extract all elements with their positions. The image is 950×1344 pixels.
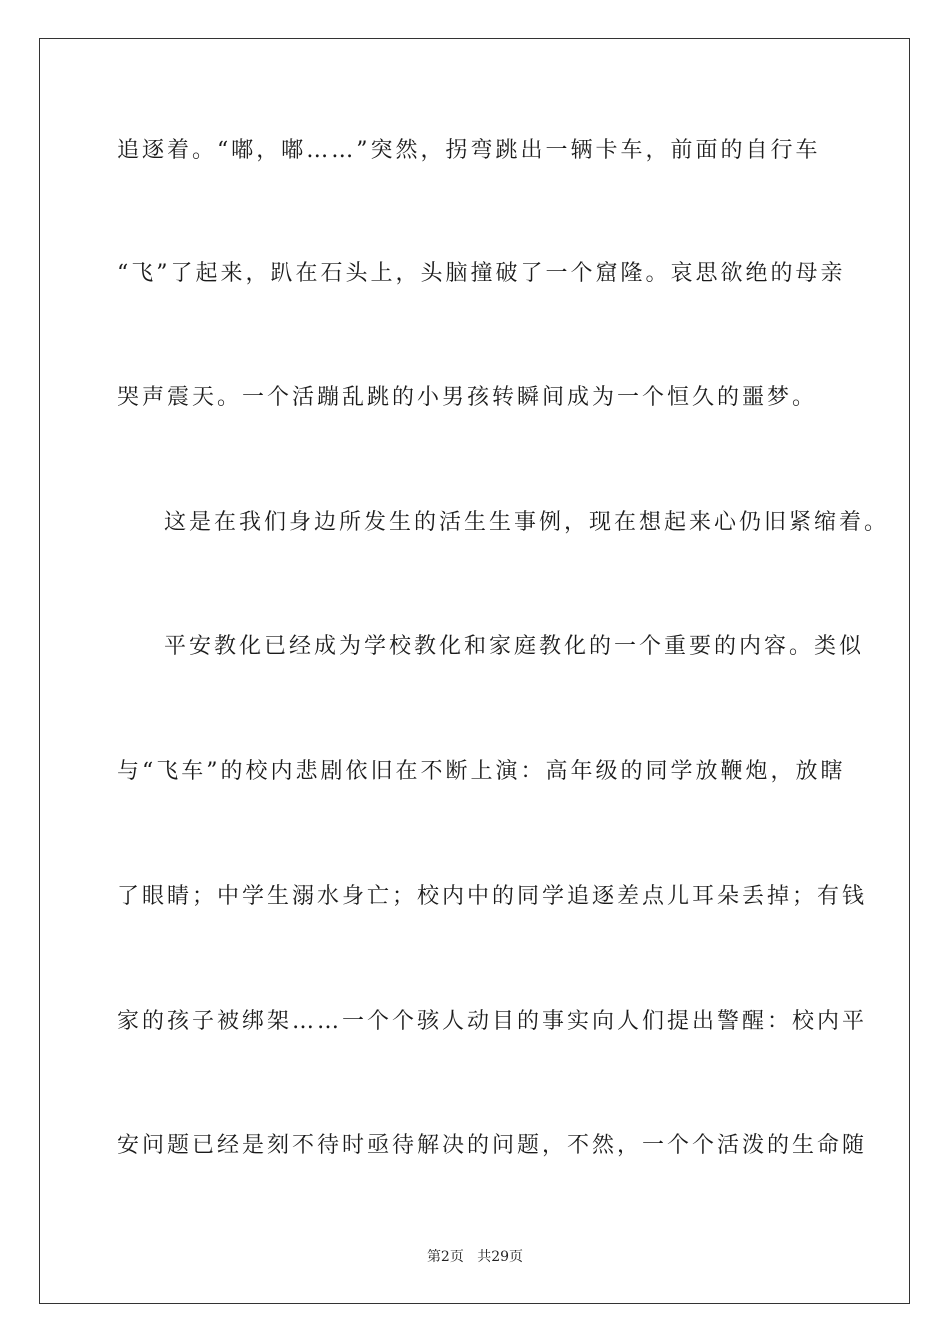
page-frame — [39, 38, 910, 1304]
text-line-4: 这是在我们身边所发生的活生生事例，现在想起来心仍旧紧缩着。 — [164, 510, 890, 535]
text-line-7: 了眼睛；中学生溺水身亡；校内中的同学追逐差点儿耳朵丢掉；有钱 — [117, 884, 868, 909]
page-number: 第2页 — [426, 1249, 464, 1265]
text-line-9: 安问题已经是刻不待时亟待解决的问题，不然，一个个活泼的生命随 — [117, 1133, 868, 1158]
page-footer — [0, 1247, 950, 1267]
text-line-6: 与“飞车”的校内悲剧依旧在不断上演：高年级的同学放鞭炮，放瞎 — [117, 759, 846, 784]
text-line-2: “飞”了起来，趴在石头上，头脑撞破了一个窟隆。哀思欲绝的母亲 — [117, 261, 846, 286]
text-line-1: 追逐着。“嘟，嘟……”突然，拐弯跳出一辆卡车，前面的自行车 — [117, 138, 821, 163]
text-line-8: 家的孩子被绑架……一个个骇人动目的事实向人们提出警醒：校内平 — [117, 1009, 868, 1034]
text-line-5: 平安教化已经成为学校教化和家庭教化的一个重要的内容。类似 — [164, 634, 865, 659]
text-line-3: 哭声震天。一个活蹦乱跳的小男孩转瞬间成为一个恒久的噩梦。 — [117, 385, 818, 410]
page-total: 共29页 — [477, 1249, 524, 1265]
